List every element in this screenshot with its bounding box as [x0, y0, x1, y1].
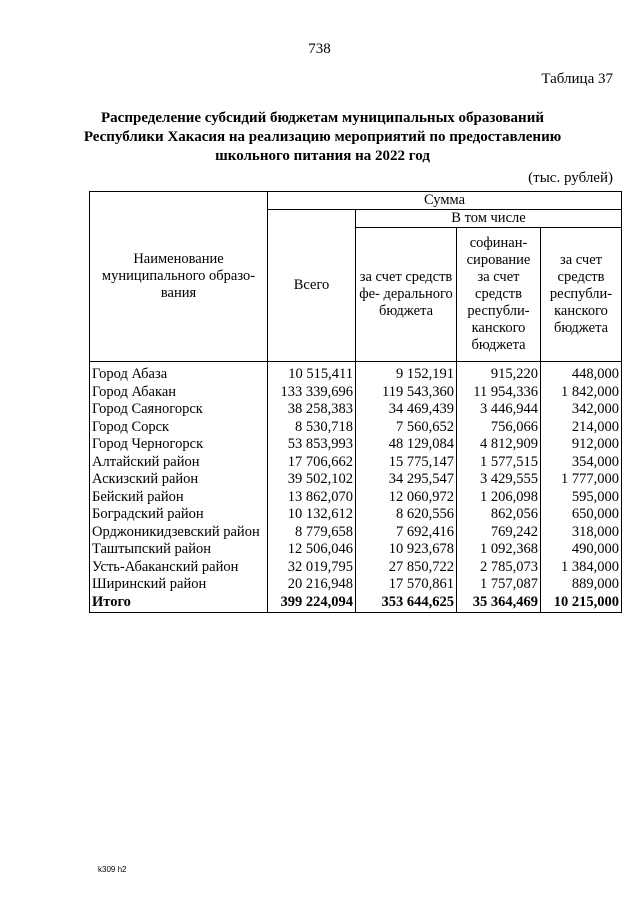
table-row [90, 541, 622, 559]
cell-federal: 12 060,972 [356, 489, 457, 507]
cell-federal: 15 775,147 [356, 454, 457, 472]
cell-federal: 27 850,722 [356, 559, 457, 577]
cell-republic: 448,000 [541, 362, 622, 384]
cell-federal: 7 560,652 [356, 419, 457, 437]
cell-total: 20 216,948 [268, 576, 356, 594]
cell-republic: 342,000 [541, 401, 622, 419]
cell-name: Таштыпский район [90, 541, 268, 559]
header-including: В том числе [356, 210, 622, 228]
cell-federal: 48 129,084 [356, 436, 457, 454]
cell-republic: 1 842,000 [541, 384, 622, 402]
header-total: Всего [268, 210, 356, 362]
cell-total: 399 224,094 [268, 594, 356, 613]
table-row [90, 576, 622, 594]
subsidy-table [89, 191, 622, 613]
cell-cofinancing: 3 429,555 [457, 471, 541, 489]
header-sum: Сумма [268, 192, 622, 210]
cell-republic: 10 215,000 [541, 594, 622, 613]
cell-cofinancing: 4 812,909 [457, 436, 541, 454]
cell-republic: 354,000 [541, 454, 622, 472]
cell-name: Алтайский район [90, 454, 268, 472]
cell-republic: 318,000 [541, 524, 622, 542]
cell-republic: 214,000 [541, 419, 622, 437]
cell-cofinancing: 862,056 [457, 506, 541, 524]
cell-cofinancing: 1 757,087 [457, 576, 541, 594]
cell-total: 133 339,696 [268, 384, 356, 402]
header-name: Наименование муниципального образо- вания [90, 192, 268, 362]
footer-code: k309 h2 [98, 865, 127, 874]
cell-federal: 34 295,547 [356, 471, 457, 489]
cell-name: Город Абаза [90, 362, 268, 384]
unit-note: (тыс. рублей) [528, 170, 613, 186]
table-row [90, 506, 622, 524]
header-republic: за счет средств республи- канского бюджета [541, 228, 622, 362]
title-line-1: Распределение субсидий бюджетам муниципальных образований [101, 110, 544, 126]
cell-total: 38 258,383 [268, 401, 356, 419]
table-row [90, 471, 622, 489]
header-cofinancing: софинан- сирование за счет средств республи- канского бюджета [457, 228, 541, 362]
cell-cofinancing: 2 785,073 [457, 559, 541, 577]
cell-cofinancing: 1 092,368 [457, 541, 541, 559]
cell-cofinancing: 1 206,098 [457, 489, 541, 507]
cell-federal: 7 692,416 [356, 524, 457, 542]
page-number: 738 [308, 41, 331, 57]
cell-name: Ширинский район [90, 576, 268, 594]
title-line-2: Республики Хакасия на реализацию мероприятий по предоставлению [83, 129, 562, 145]
header-federal: за счет средств фе- дерального бюджета [356, 228, 457, 362]
table-row [90, 454, 622, 472]
table-header [90, 192, 622, 362]
cell-federal: 34 469,439 [356, 401, 457, 419]
cell-total: 32 019,795 [268, 559, 356, 577]
table-row [90, 436, 622, 454]
table-row [90, 524, 622, 542]
table-row [90, 419, 622, 437]
cell-name: Бейский район [90, 489, 268, 507]
cell-name: Город Черногорск [90, 436, 268, 454]
cell-federal: 10 923,678 [356, 541, 457, 559]
cell-federal: 17 570,861 [356, 576, 457, 594]
cell-name: Итого [90, 594, 268, 613]
cell-total: 10 515,411 [268, 362, 356, 384]
cell-total: 10 132,612 [268, 506, 356, 524]
table-row [90, 401, 622, 419]
cell-federal: 353 644,625 [356, 594, 457, 613]
title-line-3: школьного питания на 2022 год [215, 148, 430, 164]
cell-total: 53 853,993 [268, 436, 356, 454]
cell-cofinancing: 756,066 [457, 419, 541, 437]
cell-name: Город Абакан [90, 384, 268, 402]
table-body [90, 362, 622, 613]
cell-total: 8 530,718 [268, 419, 356, 437]
table-row [90, 559, 622, 577]
table-row [90, 489, 622, 507]
cell-total: 13 862,070 [268, 489, 356, 507]
cell-republic: 912,000 [541, 436, 622, 454]
cell-republic: 490,000 [541, 541, 622, 559]
cell-name: Город Саяногорск [90, 401, 268, 419]
cell-federal: 8 620,556 [356, 506, 457, 524]
cell-name: Боградский район [90, 506, 268, 524]
cell-republic: 1 384,000 [541, 559, 622, 577]
cell-name: Аскизский район [90, 471, 268, 489]
cell-federal: 9 152,191 [356, 362, 457, 384]
cell-name: Город Сорск [90, 419, 268, 437]
cell-name: Орджоникидзевский район [90, 524, 268, 542]
cell-cofinancing: 769,242 [457, 524, 541, 542]
total-row [90, 594, 622, 613]
cell-total: 12 506,046 [268, 541, 356, 559]
cell-republic: 889,000 [541, 576, 622, 594]
table-row [90, 362, 622, 384]
cell-cofinancing: 1 577,515 [457, 454, 541, 472]
document-title [60, 109, 585, 166]
table-label: Таблица 37 [541, 71, 613, 87]
cell-republic: 1 777,000 [541, 471, 622, 489]
cell-federal: 119 543,360 [356, 384, 457, 402]
cell-total: 39 502,102 [268, 471, 356, 489]
cell-total: 8 779,658 [268, 524, 356, 542]
cell-republic: 595,000 [541, 489, 622, 507]
cell-cofinancing: 35 364,469 [457, 594, 541, 613]
cell-total: 17 706,662 [268, 454, 356, 472]
table-row [90, 384, 622, 402]
cell-name: Усть-Абаканский район [90, 559, 268, 577]
cell-republic: 650,000 [541, 506, 622, 524]
cell-cofinancing: 3 446,944 [457, 401, 541, 419]
cell-cofinancing: 11 954,336 [457, 384, 541, 402]
cell-cofinancing: 915,220 [457, 362, 541, 384]
